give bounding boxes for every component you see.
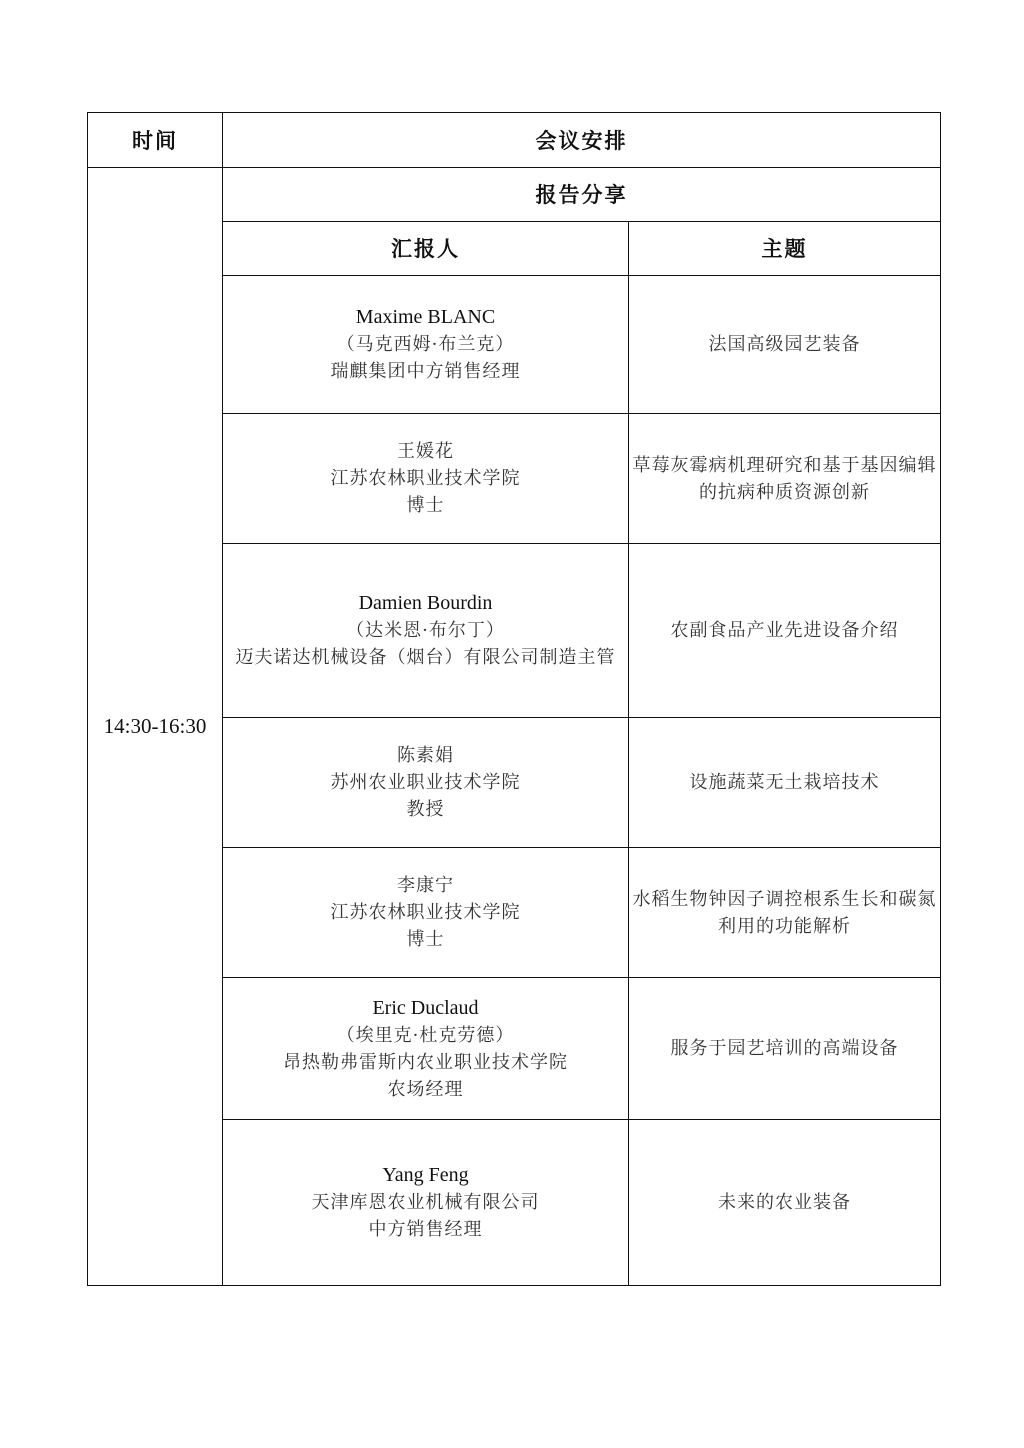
presenter-info: 博士 xyxy=(406,929,445,950)
presenter-info: 迈夫诺达机械设备（烟台）有限公司制造主管 xyxy=(235,647,616,668)
topic-cell: 服务于园艺培训的高端设备 xyxy=(629,978,941,1120)
presenter-name: Maxime BLANC xyxy=(355,306,496,328)
time-slot: 14:30-16:30 xyxy=(88,168,223,1286)
presenter-info: 苏州农业职业技术学院 xyxy=(330,772,521,793)
presenter-name: Damien Bourdin xyxy=(358,592,493,614)
schedule-table xyxy=(87,112,941,1286)
topic-cell: 设施蔬菜无土栽培技术 xyxy=(629,718,941,848)
presenter-cell xyxy=(223,544,629,718)
topic-column-header: 主题 xyxy=(629,222,941,276)
presenter-cell xyxy=(223,978,629,1120)
presenter-info: （埃里克·杜克劳德） xyxy=(336,1024,515,1046)
presenter-info: （达米恩·布尔丁） xyxy=(346,620,505,641)
topic-cell: 未来的农业装备 xyxy=(629,1120,941,1286)
presenter-name: Eric Duclaud xyxy=(372,996,479,1019)
presenter-info: 教授 xyxy=(406,799,445,820)
presenter-name: 王媛花 xyxy=(397,441,454,462)
presenter-info: 博士 xyxy=(406,495,445,516)
section-title: 报告分享 xyxy=(223,168,941,222)
presenter-info: 瑞麒集团中方销售经理 xyxy=(330,361,521,382)
presenter-info: 江苏农林职业技术学院 xyxy=(330,902,521,923)
topic-cell: 农副食品产业先进设备介绍 xyxy=(629,544,941,718)
presenter-cell xyxy=(223,414,629,544)
presenter-info: 江苏农林职业技术学院 xyxy=(330,468,521,489)
presenter-info: 中方销售经理 xyxy=(368,1219,483,1240)
presenter-column-header: 汇报人 xyxy=(223,222,629,276)
presenter-info: 天津库恩农业机械有限公司 xyxy=(311,1192,540,1213)
presenter-cell xyxy=(223,718,629,848)
topic-cell: 水稻生物钟因子调控根系生长和碳氮利用的功能解析 xyxy=(629,848,941,978)
header-row xyxy=(88,113,941,168)
topic-cell: 草莓灰霉病机理研究和基于基因编辑的抗病种质资源创新 xyxy=(629,414,941,544)
section-row xyxy=(88,168,941,222)
presenter-info: 农场经理 xyxy=(387,1078,464,1100)
presenter-name: 李康宁 xyxy=(397,875,454,896)
presenter-cell xyxy=(223,848,629,978)
agenda-header: 会议安排 xyxy=(223,113,941,168)
topic-cell: 法国高级园艺装备 xyxy=(629,276,941,414)
presenter-name: 陈素娟 xyxy=(397,745,454,766)
presenter-cell xyxy=(223,1120,629,1286)
time-header: 时间 xyxy=(88,113,223,168)
presenter-name: Yang Feng xyxy=(382,1164,469,1186)
presenter-info: （马克西姆·布兰克） xyxy=(336,334,515,355)
presenter-cell xyxy=(223,276,629,414)
presenter-info: 昂热勒弗雷斯内农业职业技术学院 xyxy=(283,1051,568,1073)
